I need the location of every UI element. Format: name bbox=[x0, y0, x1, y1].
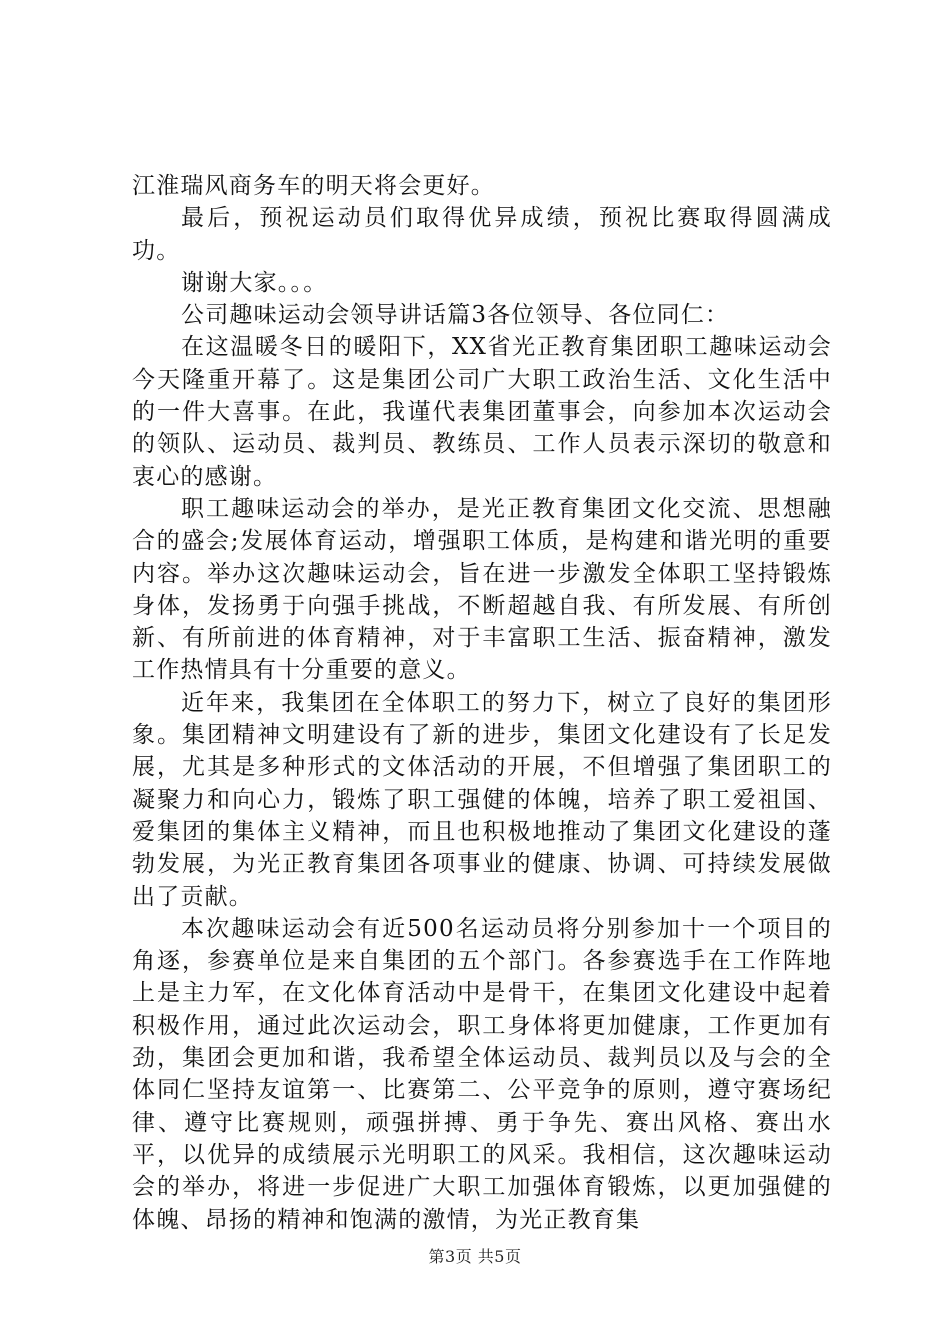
document-body bbox=[132, 170, 832, 1236]
paragraph-6: 职工趣味运动会的举办，是光正教育集团文化交流、思想融合的盛会;发展体育运动，增强职工体质，是构建和谐光明的重要内容。举办这次趣味运动会，旨在进一步激发全体职工坚持锻炼身体，发扬勇于向强手挑战，不断超越自我、有所发展、有所创新、有所前进的体育精神，对于丰富职工生活、振奋精神，激发工作热情具有十分重要的意义。 bbox=[132, 495, 832, 684]
paragraph-3: 谢谢大家。。。 bbox=[181, 269, 328, 296]
paragraph-1: 江淮瑞风商务车的明天将会更好。 bbox=[132, 173, 495, 199]
paragraph-7: 近年来，我集团在全体职工的努力下，树立了良好的集团形象。集团精神文明建设有了新的进步，集团文化建设有了长足发展，尤其是多种形式的文体活动的开展，不但增强了集团职工的凝聚力和向心力，锻炼了职工强健的体魄，培养了职工爱祖国、爱集团的集体主义精神，而且也积极地推动了集团文化建设的蓬勃发展，为光正教育集团各项事业的健康、协调、可持续发展做出了贡献。 bbox=[132, 689, 832, 910]
page-footer: 第3页 共5页 bbox=[428, 1247, 522, 1266]
paragraph-4-heading: 公司趣味运动会领导讲话篇3各位领导、各位同仁： bbox=[181, 302, 730, 329]
paragraph-8: 本次趣味运动会有近500名运动员将分别参加十一个项目的角逐，参赛单位是来自集团的五个部门。各参赛选手在工作阵地上是主力军，在文化体育活动中是骨干，在集团文化建设中起着积极作用，通过此次运动会，职工身体将更加健康，工作更加有劲，集团会更加和谐，我希望全体运动员、裁判员以及与会的全体同仁坚持友谊第一、比赛第二、公平竞争的原则，遵守赛场纪律、遵守比赛规则，顽强拼搏、勇于争先、赛出风格、赛出水平，以优异的成绩展示光明职工的风采。我相信，这次趣味运动会的举办，将进一步促进广大职工加强体育锻炼，以更加强健的体魄、昂扬的精神和饱满的激情，为光正教育集 bbox=[132, 915, 832, 1233]
paragraph-5: 在这温暖冬日的暖阳下，XX省光正教育集团职工趣味运动会今天隆重开幕了。这是集团公司广大职工政治生活、文化生活中的一件大喜事。在此，我谨代表集团董事会，向参加本次运动会的领队、运动员、裁判员、教练员、工作人员表示深切的敬意和衷心的感谢。 bbox=[132, 334, 832, 490]
paragraph-2: 最后，预祝运动员们取得优异成绩，预祝比赛取得圆满成功。 bbox=[132, 205, 832, 264]
